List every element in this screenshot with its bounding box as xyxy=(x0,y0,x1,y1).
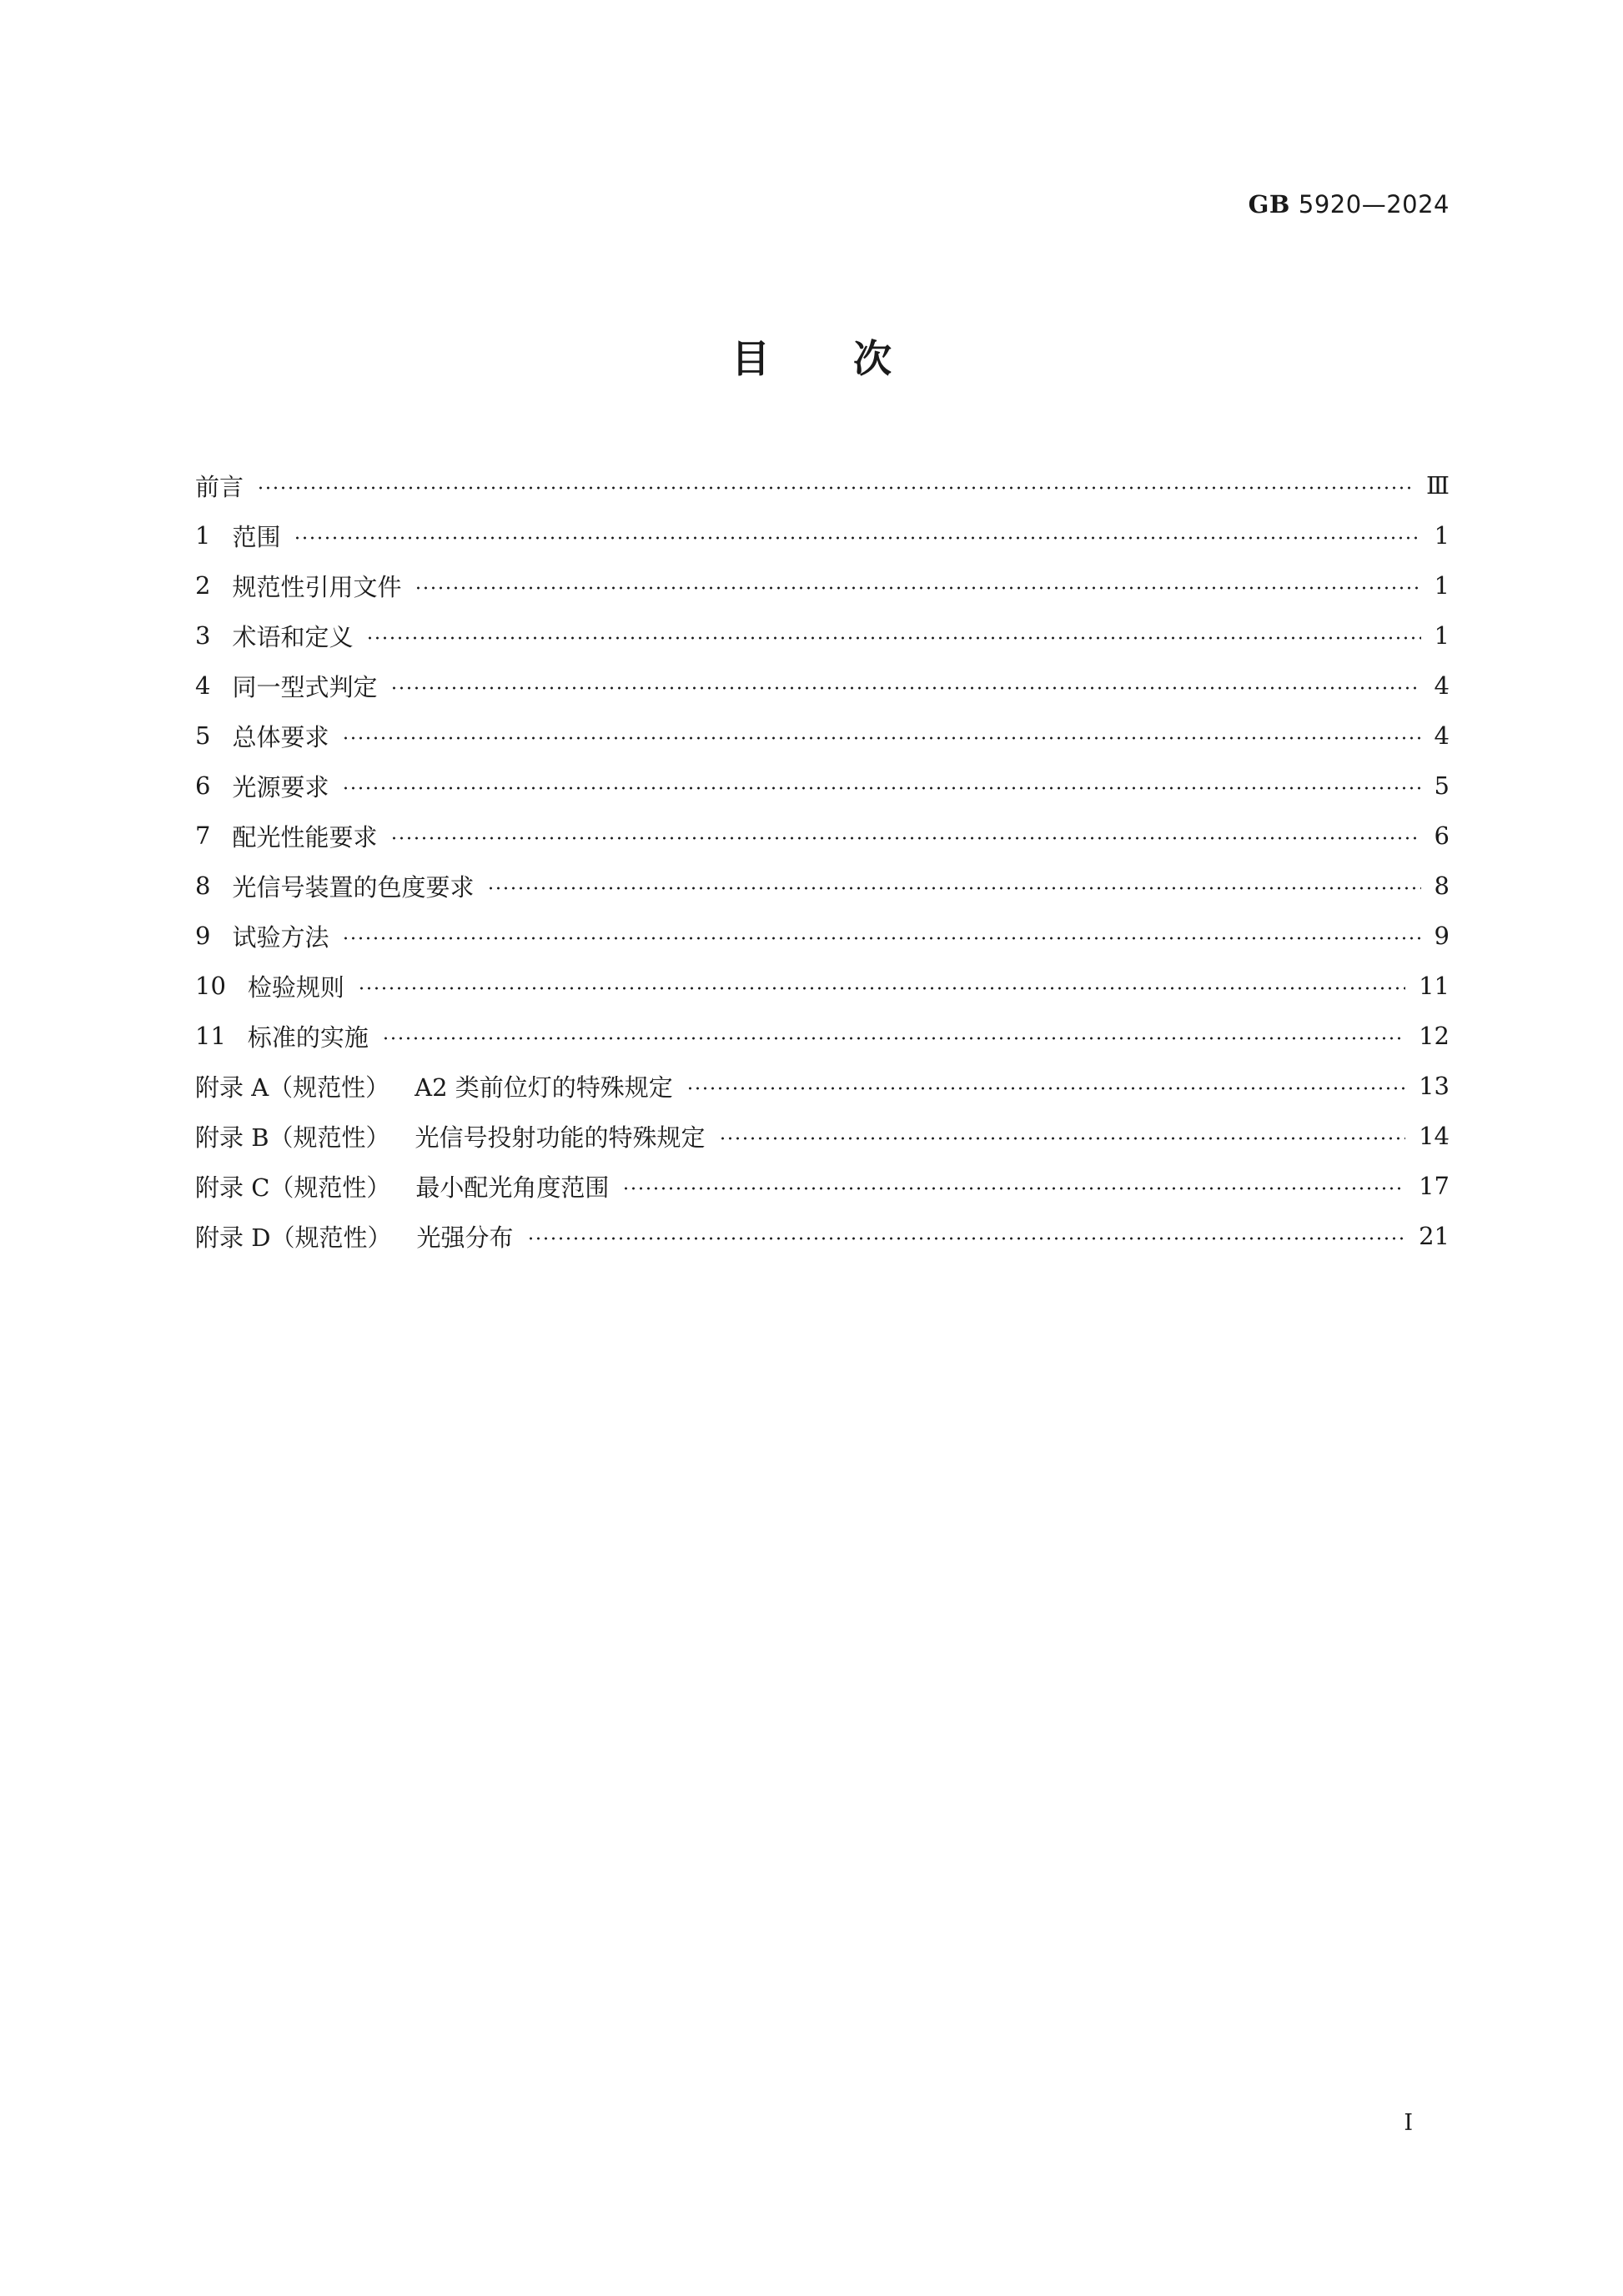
toc-entry-2[interactable] xyxy=(195,560,1450,610)
toc-entry-page: 6 xyxy=(1434,821,1450,850)
toc-entry-label: 试验方法 xyxy=(232,922,329,952)
toc-entry-label: 标准的实施 xyxy=(247,1022,369,1052)
toc-entry-number: 6 xyxy=(195,771,211,800)
toc-entry-label: 配光性能要求 xyxy=(232,822,378,852)
dot-leader xyxy=(390,686,1420,690)
toc-entry-number: 9 xyxy=(195,922,211,950)
toc-entry-appendix-b[interactable] xyxy=(195,1111,1450,1161)
toc-entry-number: 8 xyxy=(195,872,211,900)
toc-entry-page: 11 xyxy=(1419,972,1450,1000)
toc-entry-label: 光源要求 xyxy=(232,772,329,801)
dot-leader xyxy=(358,987,1405,990)
dot-leader xyxy=(415,586,1420,590)
table-of-contents xyxy=(195,460,1450,1261)
dot-leader xyxy=(342,937,1420,940)
toc-entry-page: 4 xyxy=(1434,721,1450,750)
dot-leader xyxy=(257,486,1413,490)
toc-entry-6[interactable] xyxy=(195,761,1450,811)
toc-entry-number: 10 xyxy=(195,972,226,1000)
toc-entry-9[interactable] xyxy=(195,911,1450,961)
appendix-label: 附录 B（规范性） xyxy=(195,1123,390,1152)
page-number: I xyxy=(1404,2110,1413,2136)
standard-code: 5920—2024 xyxy=(1298,190,1450,219)
toc-entry-number: 1 xyxy=(195,521,211,550)
appendix-title: 最小配光角度范围 xyxy=(415,1173,610,1202)
toc-entry-1[interactable] xyxy=(195,510,1450,560)
appendix-label: 附录 C（规范性） xyxy=(195,1173,391,1202)
appendix-label: 附录 A（规范性） xyxy=(195,1073,390,1102)
toc-entry-page: 1 xyxy=(1434,521,1450,550)
appendix-title: 光信号投射功能的特殊规定 xyxy=(415,1123,706,1152)
dot-leader xyxy=(622,1187,1405,1190)
toc-entry-label: 光信号装置的色度要求 xyxy=(232,872,475,902)
dot-leader xyxy=(527,1237,1406,1240)
toc-entry-number: 3 xyxy=(195,621,211,650)
dot-leader xyxy=(719,1137,1406,1140)
toc-entry-page: 1 xyxy=(1434,571,1450,600)
toc-entry-5[interactable] xyxy=(195,711,1450,761)
dot-leader xyxy=(294,536,1420,540)
dot-leader xyxy=(487,887,1420,890)
toc-entry-number: 2 xyxy=(195,571,211,600)
toc-entry-appendix-d[interactable] xyxy=(195,1211,1450,1261)
toc-entry-page: Ⅲ xyxy=(1426,471,1450,500)
standard-prefix: GB xyxy=(1248,190,1290,219)
toc-entry-number: 4 xyxy=(195,671,211,700)
toc-entry-label: 检验规则 xyxy=(247,972,344,1002)
dot-leader xyxy=(686,1087,1405,1090)
toc-entry-page: 1 xyxy=(1434,621,1450,650)
toc-entry-3[interactable] xyxy=(195,610,1450,661)
dot-leader xyxy=(366,636,1420,640)
dot-leader xyxy=(390,837,1420,840)
toc-entry-10[interactable] xyxy=(195,961,1450,1011)
toc-entry-number: 5 xyxy=(195,721,211,750)
toc-entry-page: 5 xyxy=(1434,771,1450,800)
appendix-title: 光强分布 xyxy=(416,1223,514,1252)
toc-entry-page: 4 xyxy=(1434,671,1450,700)
appendix-label: 附录 D（规范性） xyxy=(195,1223,392,1252)
toc-entry-appendix-c[interactable] xyxy=(195,1161,1450,1211)
toc-entry-number: 11 xyxy=(195,1022,226,1050)
toc-entry-11[interactable] xyxy=(195,1011,1450,1061)
toc-entry-7[interactable] xyxy=(195,811,1450,861)
dot-leader xyxy=(382,1037,1405,1040)
dot-leader xyxy=(342,786,1420,790)
toc-entry-label: 同一型式判定 xyxy=(232,672,378,701)
dot-leader xyxy=(342,736,1420,740)
toc-entry-4[interactable] xyxy=(195,661,1450,711)
toc-entry-page: 12 xyxy=(1419,1022,1450,1050)
toc-entry-page: 21 xyxy=(1419,1222,1450,1250)
toc-entry-label: 术语和定义 xyxy=(232,622,354,651)
toc-entry-appendix-a[interactable] xyxy=(195,1061,1450,1111)
toc-entry-label: 前言 xyxy=(195,472,244,501)
toc-entry-8[interactable] xyxy=(195,861,1450,911)
toc-entry-page: 8 xyxy=(1434,872,1450,900)
toc-entry-page: 9 xyxy=(1434,922,1450,950)
toc-entry-page: 14 xyxy=(1419,1122,1450,1150)
toc-entry-label: 总体要求 xyxy=(232,722,329,751)
appendix-title: A2 类前位灯的特殊规定 xyxy=(415,1073,673,1102)
toc-entry-number: 7 xyxy=(195,821,211,850)
toc-entry-label: 规范性引用文件 xyxy=(232,572,402,601)
standard-number xyxy=(1249,190,1450,219)
page-title: 目次 xyxy=(731,336,975,381)
toc-entry-page: 13 xyxy=(1419,1072,1450,1100)
toc-entry-foreword[interactable] xyxy=(195,460,1450,510)
toc-entry-page: 17 xyxy=(1419,1172,1450,1200)
toc-entry-label: 范围 xyxy=(232,522,281,551)
